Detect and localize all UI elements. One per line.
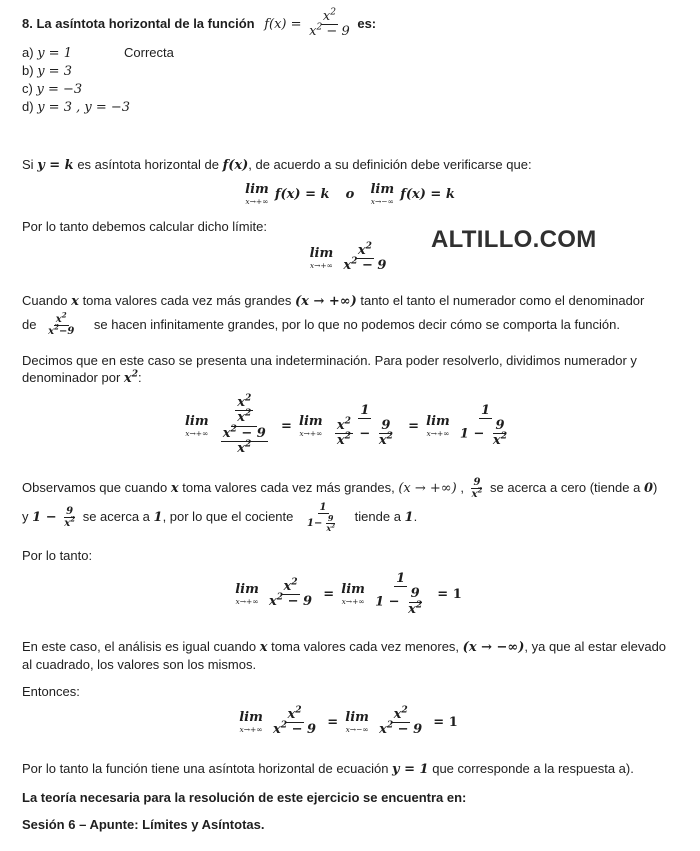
equation-result: lim x→+∞ $\frac{x^2}{x^2 - 9}$ = lim x→+∞ 1 1 − $\frac{9}{x^2}$ = 1 bbox=[235, 571, 462, 617]
paragraph-conclusion: Por lo tanto la función tiene una asíntota horizontal de ecuación y = 1 que corresponde a la respuesta a). bbox=[22, 761, 634, 777]
watermark-logo: ALTILLO.COM bbox=[431, 226, 597, 253]
option-d-answer: y = 3 , y = −3 bbox=[37, 100, 131, 115]
paragraph-indeterminate: Decimos que en este caso se presenta una indeterminación. Para poder resolverlo, dividimos numerador y bbox=[22, 353, 637, 368]
paragraph-negative-cont: al cuadrado, los valores son los mismos. bbox=[22, 657, 257, 672]
correct-badge: Correcta bbox=[124, 45, 174, 60]
question-title: 8. La asíntota horizontal de la función f(x) = $\frac{x^2}{x^2 - 9}$ es: bbox=[22, 7, 377, 40]
paragraph-growth-cont: de $\frac{x^2}{x^2-9}$ se hacen infinitamente grandes, por lo que no podemos decir cómo se comporta la función. bbox=[22, 310, 620, 338]
paragraph-indeterminate-cont: denominador por $x^2$: bbox=[22, 368, 142, 386]
paragraph-negative: En este caso, el análisis es igual cuando x toma valores cada vez menores, (x → −∞), ya que al estar elevado bbox=[22, 639, 667, 655]
option-b: b) y = 3 bbox=[22, 63, 72, 79]
option-a-answer: y = 1 bbox=[37, 46, 72, 61]
paragraph-observe: Observamos que cuando x toma valores cada vez más grandes, (x → +∞) , $\frac{9}{x^2}$ se acerca a cero (tiende a 0) bbox=[22, 477, 658, 501]
paragraph-then: Entonces: bbox=[22, 684, 80, 699]
paragraph-therefore: Por lo tanto: bbox=[22, 548, 93, 563]
theory-note: La teoría necesaria para la resolución de este ejercicio se encuentra en: bbox=[22, 790, 467, 805]
paragraph-calculate: Por lo tanto debemos calcular dicho límite: bbox=[22, 219, 267, 234]
equation-division: lim x→+∞ $\frac{\frac{x^2}{x^2}}{\frac{x^2 - 9}{x^2}}$ = lim x→+∞ 1 $\frac{x^2}{x^2}$ − $\frac{9}{x^2}$ = lim x→+∞ 1 1 − $\frac{9}{x^2}$ bbox=[184, 392, 508, 456]
paragraph-definition: Si y = k es asíntota horizontal de f(x), de acuerdo a su definición debe verificarse que: bbox=[22, 157, 532, 173]
option-c: c) y = −3 bbox=[22, 81, 83, 97]
session-reference: Sesión 6 – Apunte: Límites y Asíntotas. bbox=[22, 817, 265, 832]
option-c-answer: y = −3 bbox=[36, 82, 83, 97]
equation-definition: lim x→+∞ f(x) = k o lim x→−∞ f(x) = k bbox=[245, 182, 455, 206]
equation-both-limits: lim x→+∞ $\frac{x^2}{x^2 - 9}$ = lim x→−∞ $\frac{x^2}{x^2 - 9}$ = 1 bbox=[239, 704, 458, 738]
paragraph-observe-cont: y 1 − $\frac{9}{x^2}$ se acerca a 1, por lo que el cociente 1 1− $\frac{9}{x^2}$ tiende a 1. bbox=[22, 502, 418, 534]
option-d: d) y = 3 , y = −3 bbox=[22, 99, 131, 115]
option-a: a) y = 1 Correcta bbox=[22, 45, 174, 61]
option-b-answer: y = 3 bbox=[37, 64, 72, 79]
paragraph-growth: Cuando x toma valores cada vez más grandes (x → +∞) tanto el tanto el numerador como el denominador bbox=[22, 293, 645, 309]
function-formula: f bbox=[264, 17, 270, 32]
function-fraction: $\frac{x^2}{x^2 - 9}$ bbox=[309, 7, 350, 40]
question-title-prefix: 8. La asíntota horizontal de la función bbox=[22, 16, 255, 31]
question-title-suffix: es: bbox=[357, 16, 377, 31]
equation-limit: lim x→+∞ $\frac{x^2}{x^2 - 9}$ bbox=[309, 240, 387, 274]
